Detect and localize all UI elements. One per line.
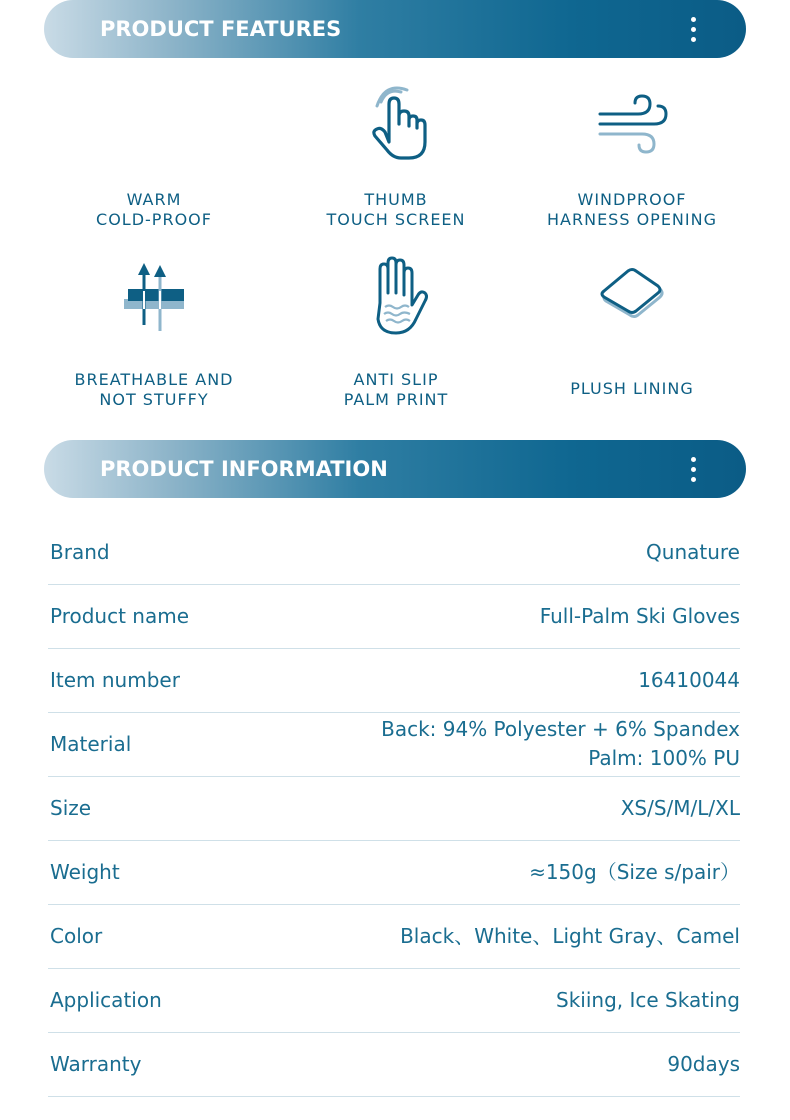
feature-breathable [34, 255, 274, 415]
row-value: Black、White、Light Gray、Camel [400, 923, 740, 948]
feature-warm [34, 80, 274, 240]
feature-label: BREATHABLE AND NOT STUFFY [74, 370, 234, 409]
palm-print-icon [358, 255, 434, 339]
feature-touch-screen [276, 80, 516, 240]
row-label: Application [50, 988, 162, 1012]
feature-windproof [512, 80, 752, 240]
feature-label: WINDPROOF HARNESS OPENING [547, 190, 717, 229]
warm-icon [34, 80, 274, 170]
plush-fabric-icon [592, 255, 672, 335]
feature-label: WARM COLD-PROOF [96, 190, 212, 229]
table-row [48, 968, 740, 1033]
row-label: Size [50, 796, 92, 820]
touch-hand-icon [361, 80, 431, 170]
row-label: Brand [50, 540, 110, 564]
row-value: Skiing, Ice Skating [556, 987, 740, 1012]
row-value: Full-Palm Ski Gloves [539, 603, 740, 628]
table-row [48, 648, 740, 713]
feature-plush-lining [512, 255, 752, 415]
row-value: 90days [667, 1051, 740, 1076]
row-label: Product name [50, 604, 190, 628]
row-value: XS/S/M/L/XL [620, 795, 740, 820]
breathable-arrows-icon [114, 255, 194, 335]
feature-label: PLUSH LINING [570, 379, 694, 398]
row-value: ≈150g（Size s/pair） [529, 859, 740, 884]
row-value: 16410044 [638, 667, 740, 692]
table-row [48, 1032, 740, 1097]
features-banner [44, 0, 746, 58]
row-label: Weight [50, 860, 120, 884]
features-banner-title: PRODUCT FEATURES [100, 17, 342, 41]
info-banner-title: PRODUCT INFORMATION [100, 457, 388, 481]
row-label: Color [50, 924, 103, 948]
vertical-dots-icon[interactable] [690, 457, 696, 483]
row-label: Warranty [50, 1052, 142, 1076]
table-row [48, 840, 740, 905]
feature-anti-slip [276, 255, 516, 415]
table-row [48, 904, 740, 969]
wind-icon [592, 80, 672, 170]
row-label: Material [50, 732, 132, 756]
info-banner [44, 440, 746, 498]
row-label: Item number [50, 668, 180, 692]
table-row [48, 520, 740, 585]
row-value: Qunature [646, 539, 740, 564]
feature-label: THUMB TOUCH SCREEN [326, 190, 466, 229]
table-row [48, 776, 740, 841]
feature-label: ANTI SLIP PALM PRINT [343, 370, 449, 409]
table-row [48, 584, 740, 649]
table-row [48, 712, 740, 777]
vertical-dots-icon[interactable] [690, 17, 696, 43]
row-value: Back: 94% Polyester + 6% Spandex Palm: 100% PU [381, 717, 740, 770]
